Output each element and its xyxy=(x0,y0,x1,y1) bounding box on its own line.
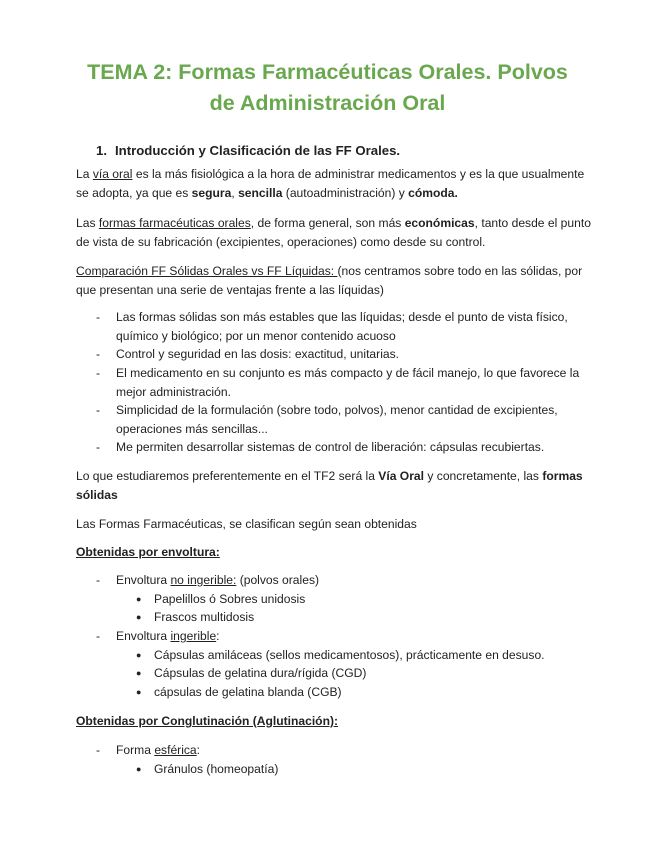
bold-term: cómoda. xyxy=(408,185,458,200)
text-run: (nos centramos sobre todo en las sólidas, por xyxy=(337,264,583,278)
paragraph-via-oral-formas-solidas xyxy=(76,467,586,504)
bullet-marker: ● xyxy=(136,612,142,622)
text-line: químico y biológico; por un menor contenido acuoso xyxy=(116,328,396,343)
text-run: : xyxy=(216,629,220,643)
text-run: La xyxy=(76,167,93,181)
text-run: Envoltura xyxy=(116,629,171,643)
subheading-text: Obtenidas por envoltura: xyxy=(76,545,220,559)
title-line-2: de Administración Oral xyxy=(209,91,446,115)
text-run: : xyxy=(196,743,201,757)
text-line: operaciones más sencillas... xyxy=(116,421,268,436)
section-heading-1 xyxy=(96,142,400,160)
dash-marker: - xyxy=(96,440,101,454)
text-line: que presentan una serie de ventajas frente a las líquidas) xyxy=(76,282,384,297)
text-run: (polvos orales) xyxy=(236,573,320,587)
bold-term: segura xyxy=(191,185,232,200)
section-number: 1. xyxy=(96,143,107,158)
heading-conglutinacion xyxy=(76,712,586,731)
document-title xyxy=(40,57,615,119)
text-line: Las formas sólidas son más estables que las líquidas; desde el punto de vista físico, xyxy=(116,310,568,324)
underlined-term: vía oral xyxy=(92,167,133,181)
sub-list-text: Papelillos ó Sobres unidosis xyxy=(154,592,306,606)
text-run: Envoltura xyxy=(116,573,171,587)
text-line: de vista de su fabricación (excipientes, operaciones) como desde su control. xyxy=(76,234,486,249)
paragraph-formas-orales xyxy=(76,214,591,251)
underlined-term: Comparación FF Sólidas Orales vs FF Líquidas: xyxy=(76,264,338,278)
text-run: y concretamente, las xyxy=(424,469,543,483)
dash-marker: - xyxy=(96,366,101,380)
text-line: mejor administración. xyxy=(116,384,231,399)
underlined-term: ingerible xyxy=(170,629,217,643)
paragraph-comparacion xyxy=(76,262,586,299)
dash-marker: - xyxy=(96,310,101,324)
paragraph-clasificacion xyxy=(76,515,586,534)
bold-term: sencilla xyxy=(238,185,283,200)
text-run: (autoadministración) y xyxy=(282,185,409,200)
text-line: Las Formas Farmacéuticas, se clasifican según sean obtenidas xyxy=(76,517,417,531)
sub-list-text: Gránulos (homeopatía) xyxy=(154,762,279,776)
bullet-marker: ● xyxy=(136,687,142,697)
paragraph-via-oral xyxy=(76,165,586,202)
sub-list-text: cápsulas de gelatina blanda (CGB) xyxy=(154,685,342,699)
dash-marker: - xyxy=(96,743,101,757)
text-line: El medicamento en su conjunto es más compacto y de fácil manejo, lo que favorece la xyxy=(116,366,580,380)
text-run: se adopta, ya que es xyxy=(76,185,192,200)
text-run: Forma xyxy=(116,743,155,757)
sub-list-text: Cápsulas amiláceas (sellos medicamentosos), prácticamente en desuso. xyxy=(154,648,545,662)
bold-term: formas xyxy=(542,469,583,483)
text-line: Me permiten desarrollar sistemas de control de liberación: cápsulas recubiertas. xyxy=(116,440,545,454)
dash-marker: - xyxy=(96,403,101,417)
title-line-1: TEMA 2: Formas Farmacéuticas Orales. Polvos xyxy=(87,60,568,84)
bullet-marker: ● xyxy=(136,668,142,678)
bullet-marker: ● xyxy=(136,594,142,604)
sub-list-text: Frascos multidosis xyxy=(154,610,255,624)
subheading-text: Obtenidas por Conglutinación (Aglutinación): xyxy=(76,714,339,728)
sub-list-text: Cápsulas de gelatina dura/rígida (CGD) xyxy=(154,666,367,680)
underlined-term: formas farmacéuticas orales xyxy=(98,216,251,230)
text-line: Control y seguridad en las dosis: exactitud, unitarias. xyxy=(116,347,400,361)
section-heading-text: Introducción y Clasificación de las FF Orales. xyxy=(115,143,401,158)
heading-envoltura xyxy=(76,543,586,562)
underlined-term: esférica xyxy=(154,743,197,757)
bold-term: económicas xyxy=(404,216,475,230)
underlined-term: no ingerible: xyxy=(170,573,237,587)
bullet-marker: ● xyxy=(136,650,142,660)
text-run: , de forma general, son más xyxy=(250,216,405,230)
dash-marker: - xyxy=(96,347,101,361)
bold-term: Vía Oral xyxy=(378,469,425,483)
dash-marker: - xyxy=(96,573,101,587)
text-run: , tanto desde el punto xyxy=(474,216,591,230)
bullet-marker: ● xyxy=(136,764,142,774)
dash-marker: - xyxy=(96,629,101,643)
bold-term: sólidas xyxy=(76,487,118,502)
text-run: Las xyxy=(76,216,99,230)
text-run: es la más fisiológica a la hora de administrar medicamentos y es la que usualmente xyxy=(132,167,585,181)
text-line: Simplicidad de la formulación (sobre todo, polvos), menor cantidad de excipientes, xyxy=(116,403,558,417)
text-run: Lo que estudiaremos preferentemente en el TF2 será la xyxy=(76,469,379,483)
text-run: , xyxy=(231,185,239,200)
